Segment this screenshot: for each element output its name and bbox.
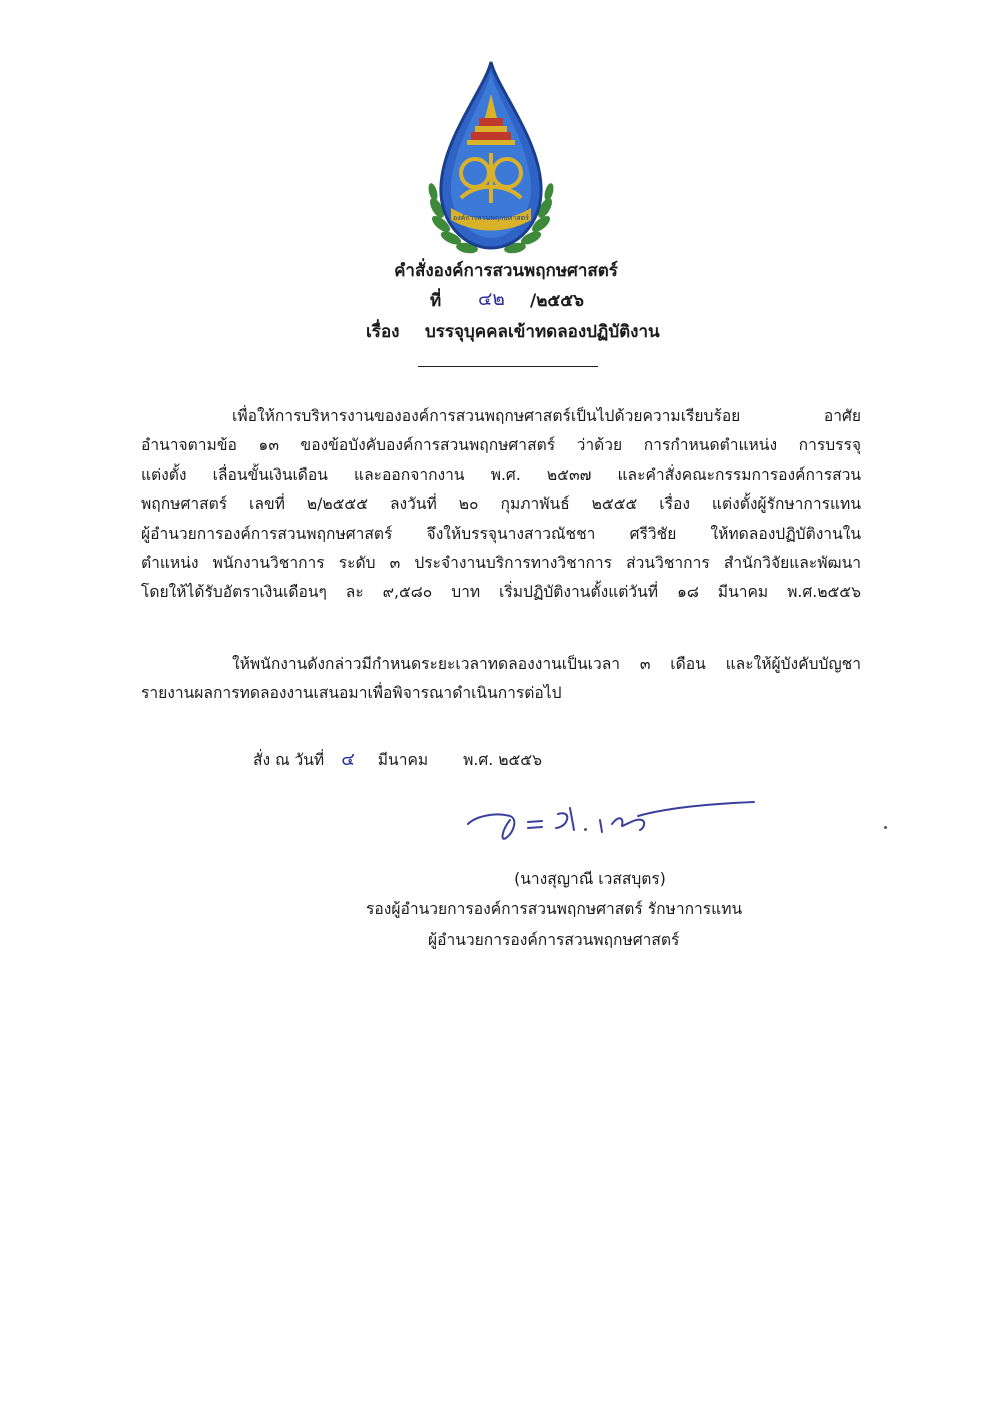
handwritten-signature	[466, 794, 756, 846]
order-paragraph-2	[141, 650, 861, 709]
paragraph-line: แต่งตั้ง เลื่อนขั้นเงินเดือน และออกจากงาน พ.ศ. ๒๕๓๗ และคำสั่งคณะกรรมการองค์การสวน	[141, 465, 861, 484]
order-number-value: ๔๒	[478, 288, 505, 310]
subject-label: เรื่อง	[366, 322, 400, 342]
header-divider	[418, 366, 598, 367]
signatory-position-line-1: รองผู้อำนวยการองค์การสวนพฤกษศาสตร์ รักษาการแทน	[366, 900, 743, 918]
order-date-year: พ.ศ. ๒๕๕๖	[463, 751, 542, 769]
paragraph-line: พฤกษศาสตร์ เลขที่ ๒/๒๕๕๕ ลงวันที่ ๒๐ กุมภาพันธ์ ๒๕๕๕ เรื่อง แต่งตั้งผู้รักษาการแทน	[141, 495, 861, 514]
order-date-month: มีนาคม	[377, 751, 429, 769]
paragraph-line: เพื่อให้การบริหารงานขององค์การสวนพฤกษศาสตร์เป็นไปด้วยความเรียบร้อย อาศัย	[232, 407, 861, 425]
order-paragraph-1	[141, 402, 861, 608]
paragraph-line: อำนาจตามข้อ ๑๓ ของข้อบังคับองค์การสวนพฤกษศาสตร์ ว่าด้วย การกำหนดตำแหน่ง การบรรจุ	[141, 436, 861, 455]
order-date-line	[253, 744, 542, 773]
logo-ribbon-text: องค์การสวนพฤกษศาสตร์	[453, 214, 529, 222]
paragraph-line: รายงานผลการทดลองงานเสนอมาเพื่อพิจารณาดำเนินการต่อไป	[141, 684, 562, 703]
organization-emblem-logo	[425, 58, 557, 258]
paragraph-line: ให้พนักงานดังกล่าวมีกำหนดระยะเวลาทดลองงานเป็นเวลา ๓ เดือน และให้ผู้บังคับบัญชา	[232, 655, 861, 673]
signatory-position-line-2: ผู้อำนวยการองค์การสวนพฤกษศาสตร์	[428, 931, 680, 949]
order-number-label: ที่	[430, 291, 442, 311]
paragraph-line: ผู้อำนวยการองค์การสวนพฤกษศาสตร์ จึงให้บรรจุนางสาวณัชชา ศรีวิชัย ให้ทดลองปฏิบัติงานใน	[141, 524, 861, 543]
order-date-day: ๔	[341, 749, 355, 770]
paragraph-line: โดยให้ได้รับอัตราเงินเดือนๆ ละ ๙,๕๘๐ บาท เริ่มปฏิบัติงานตั้งแต่วันที่ ๑๘ มีนาคม พ.ศ.๒๕๕๖	[141, 583, 861, 602]
order-number-year: /๒๕๕๖	[530, 291, 584, 311]
paragraph-line: ตำแหน่ง พนักงานวิชาการ ระดับ ๓ ประจำงานบริการทางวิชาการ ส่วนวิชาการ สำนักวิจัยและพัฒนา	[141, 553, 861, 572]
order-date-prefix: สั่ง ณ วันที่	[253, 751, 325, 769]
order-title: คำสั่งองค์การสวนพฤกษศาสตร์	[394, 261, 618, 281]
scan-speck	[884, 826, 887, 829]
signatory-name: (นางสุญาณี เวสสบุตร)	[514, 870, 666, 888]
scan-speck	[584, 828, 587, 831]
subject-text: บรรจุบุคคลเข้าทดลองปฏิบัติงาน	[425, 322, 660, 342]
